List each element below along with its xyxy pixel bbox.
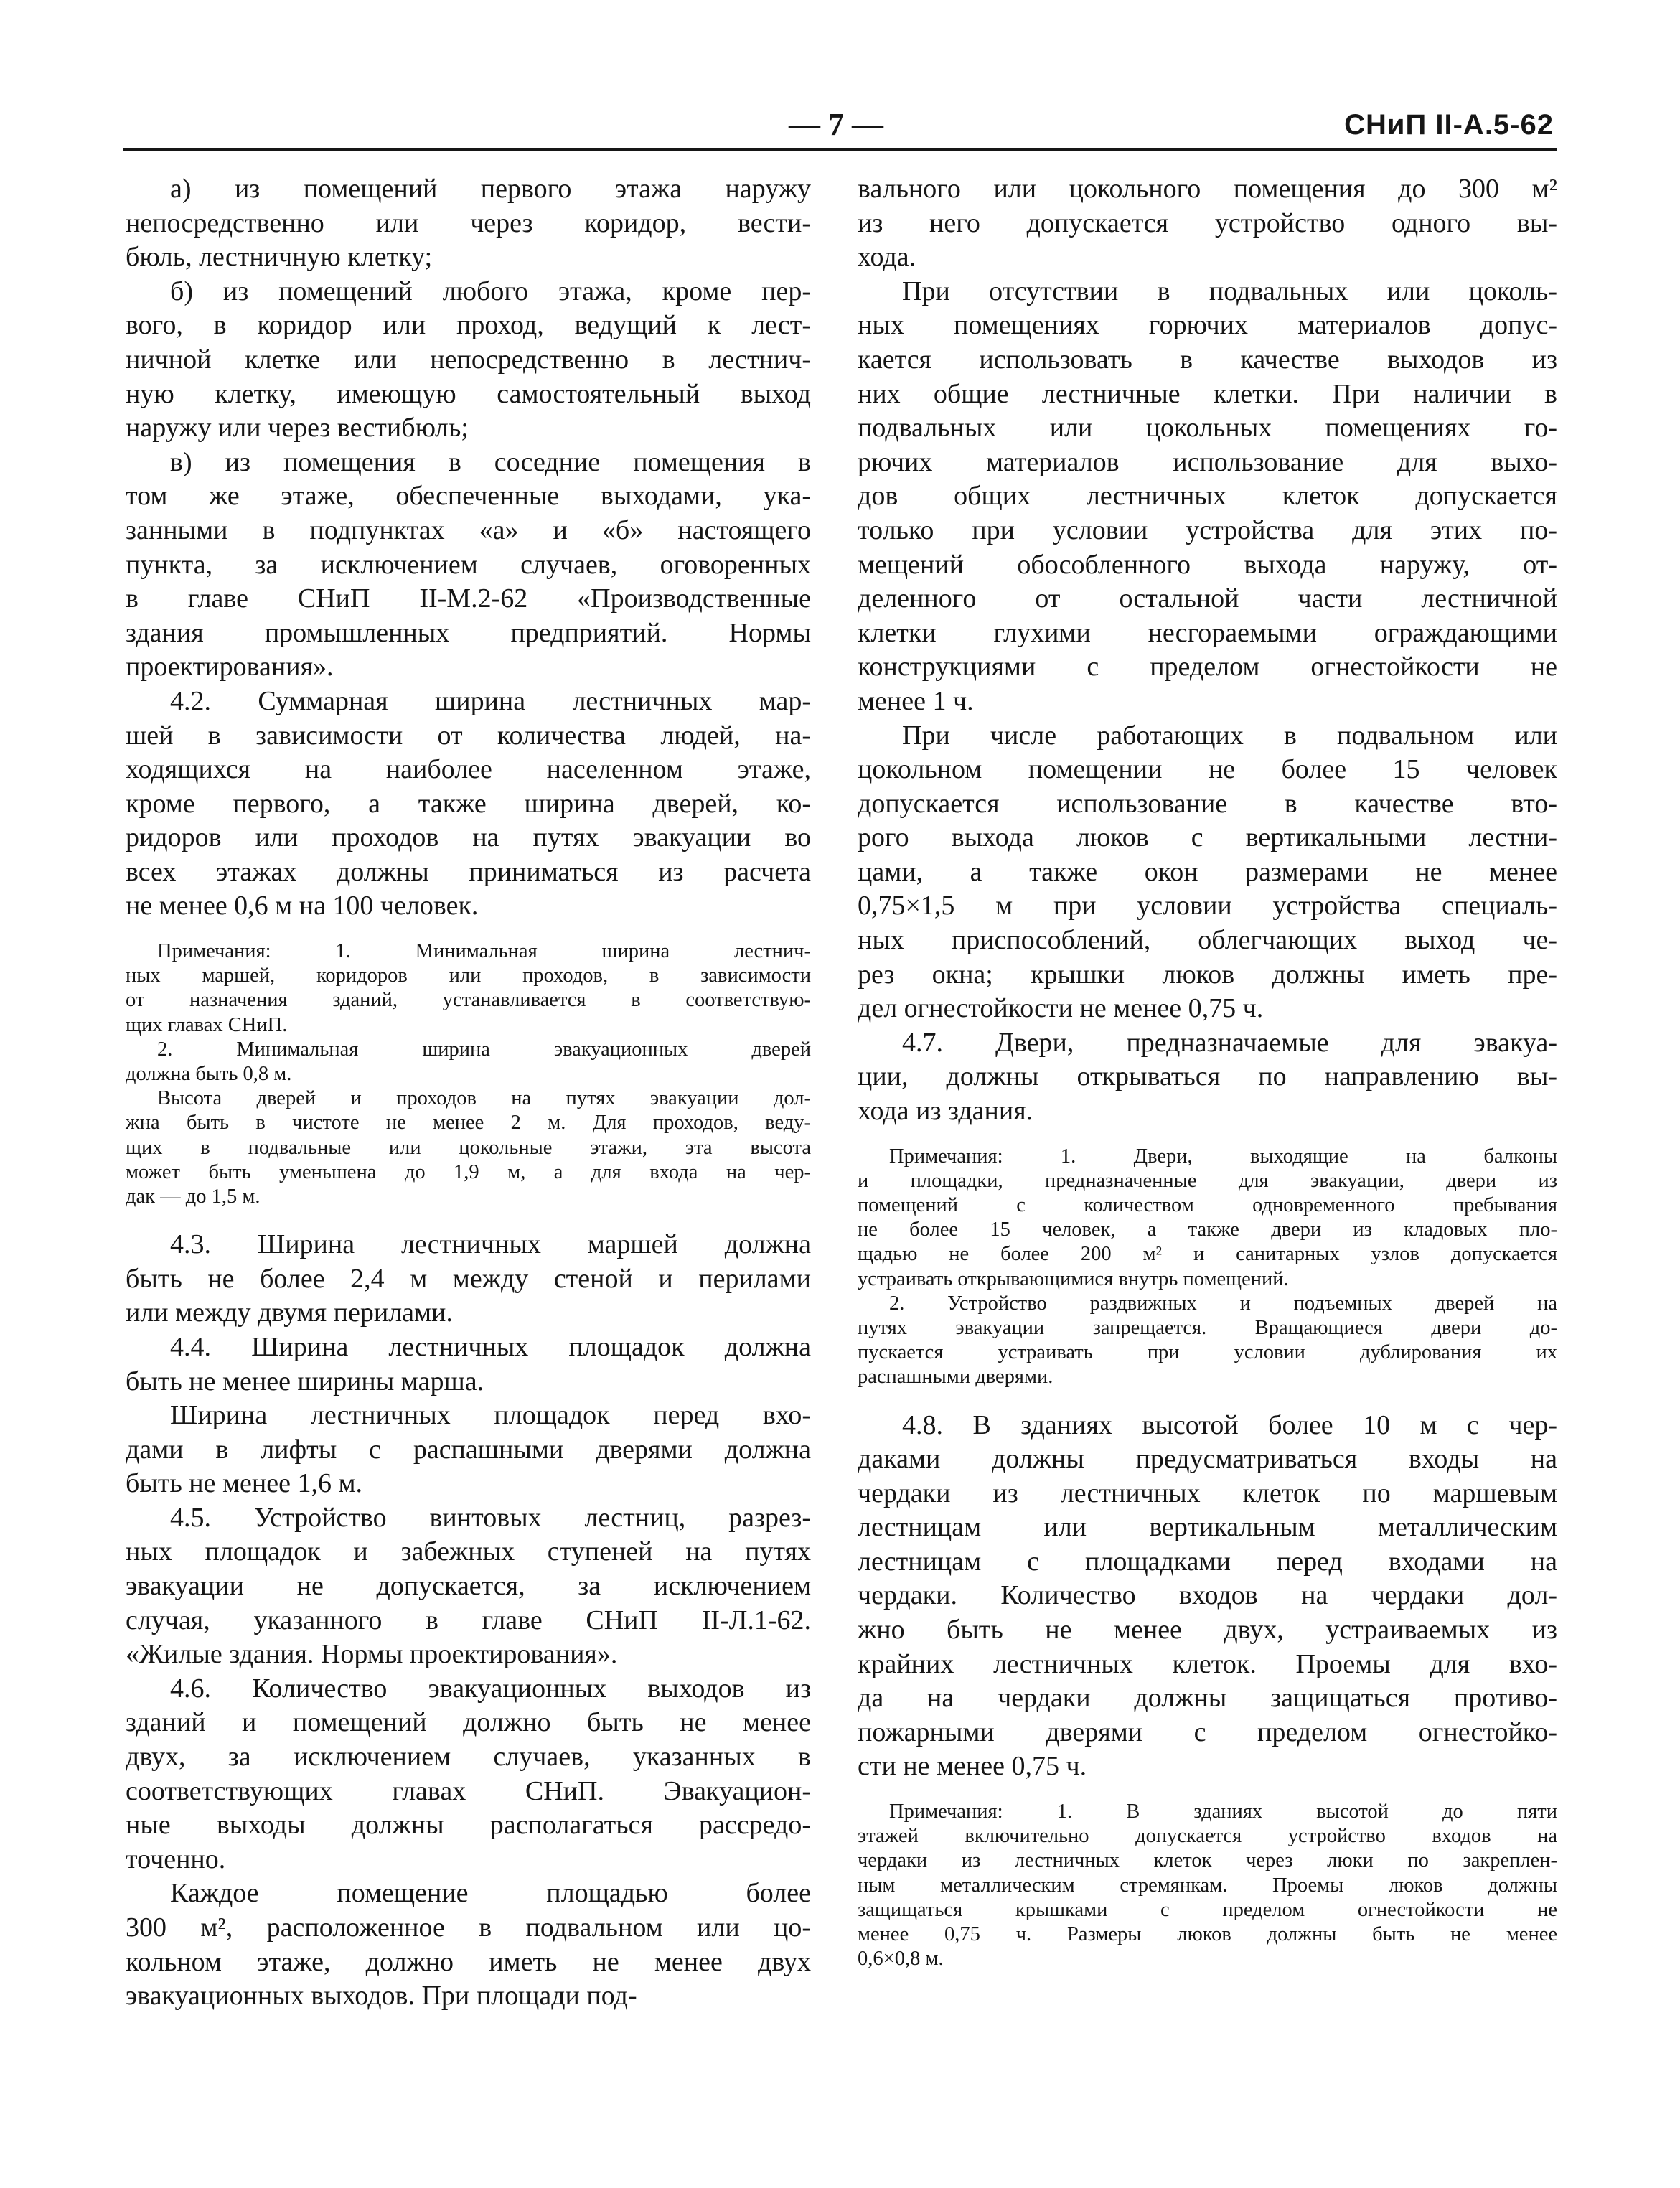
text-line: пускается устраивать при условии дублирования их (858, 1341, 1557, 1364)
text-line: «Жилые здания. Нормы проектирования». (126, 1639, 618, 1670)
note-4-7-2 (858, 1292, 1557, 1390)
text-line: цами, а также окон размерами не менее (858, 856, 1557, 887)
text-line: ничной клетке или непосредственно в лестнич- (126, 344, 811, 375)
text-line: 4.4. Ширина лестничных площадок должна (170, 1331, 811, 1362)
text-line: 4.6. Количество эвакуационных выходов из (170, 1673, 811, 1704)
text-line: путях эвакуации запрещается. Вращающиеся двери до- (858, 1316, 1557, 1339)
text-line: дел огнестойкости не менее 0,75 ч. (858, 993, 1264, 1024)
text-line: ных помещениях горючих материалов допус- (858, 310, 1557, 341)
text-line: защищаться крышками с пределом огнестойкости не (858, 1898, 1557, 1921)
text-line: Ширина лестничных площадок перед вхо- (170, 1400, 811, 1431)
section-4-4-b (126, 1399, 811, 1501)
text-line: жно быть не менее двух, устраиваемых из (858, 1615, 1557, 1645)
text-line: из него допускается устройство одного вы- (858, 207, 1557, 238)
text-line: должна быть 0,8 м. (126, 1063, 292, 1085)
text-line: кольном этаже, должно иметь не менее двух (126, 1946, 811, 1977)
text-line: всех этажах должны приниматься из расчета (126, 856, 811, 887)
text-line: менее 1 ч. (858, 685, 974, 716)
text-line: том же этаже, обеспеченные выходами, ука- (126, 481, 811, 512)
text-line: ридоров или проходов на путях эвакуации во (126, 822, 811, 853)
text-line: бюль, лестничную клетку; (126, 242, 433, 273)
text-line: подвальных или цокольных помещениях го- (858, 413, 1557, 443)
text-line: 0,75×1,5 м при условии устройства специаль- (858, 891, 1557, 921)
text-line: 2. Устройство раздвижных и подъемных дверей на (889, 1292, 1557, 1315)
text-line: цокольном помещении не более 15 человек (858, 754, 1557, 785)
text-line: вого, в коридор или проход, ведущий к лест- (126, 310, 811, 341)
note-4-8 (858, 1800, 1557, 1971)
text-line: может быть уменьшена до 1,9 м, а для входа на чер- (126, 1160, 811, 1183)
header-rule (123, 148, 1557, 151)
paragraph-workers (858, 719, 1557, 1026)
text-line: щих в подвальные или цокольные этажи, эта высота (126, 1136, 811, 1159)
text-line: хода из здания. (858, 1096, 1033, 1127)
text-line: сти не менее 0,75 ч. (858, 1751, 1087, 1782)
section-4-6-b (126, 1877, 811, 2013)
note-4-7-1 (858, 1145, 1557, 1292)
text-line: допускается использование в качестве вто- (858, 788, 1557, 819)
section-4-7 (858, 1026, 1557, 1129)
text-line: рючих материалов использование для выхо- (858, 446, 1557, 477)
text-line: Каждое помещение площадью более (170, 1878, 811, 1909)
paragraph-b (126, 275, 811, 446)
text-line: устраивать открывающимися внутрь помещений. (858, 1267, 1289, 1290)
text-line: 4.7. Двери, предназначаемые для эвакуа- (902, 1027, 1557, 1058)
text-line: не менее 0,6 м на 100 человек. (126, 891, 479, 921)
paragraph-absence-combustibles (858, 275, 1557, 719)
text-line: быть не менее ширины марша. (126, 1366, 484, 1396)
text-line: деленного от остальной части лестничной (858, 583, 1557, 614)
note-4-2-3 (126, 1086, 811, 1209)
text-line: пункта, за исключением случаев, оговоренных (126, 549, 811, 580)
text-line: 2. Минимальная ширина эвакуационных дверей (157, 1038, 811, 1061)
text-line: ную клетку, имеющую самостоятельный выход (126, 378, 811, 409)
text-line: быть не менее 1,6 м. (126, 1468, 363, 1499)
page-header (0, 0, 1680, 165)
text-line: ные выходы должны располагаться рассредо- (126, 1810, 811, 1841)
text-line: При отсутствии в подвальных или цоколь- (902, 276, 1557, 306)
text-line: хода. (858, 242, 916, 273)
text-line: 4.5. Устройство винтовых лестниц, разрез- (170, 1502, 811, 1533)
text-line: 4.8. В зданиях высотой более 10 м с чер- (902, 1409, 1557, 1440)
text-line: ных приспособлений, облегчающих выход че- (858, 925, 1557, 956)
text-line: точенно. (126, 1844, 226, 1874)
text-line: ных площадок и забежных ступеней на путях (126, 1536, 811, 1567)
text-line: 4.3. Ширина лестничных маршей должна (170, 1229, 811, 1260)
text-line: ходящихся на наиболее населенном этаже, (126, 754, 811, 785)
text-line: в) из помещения в соседние помещения в (170, 446, 811, 477)
section-4-8 (858, 1409, 1557, 1785)
text-line: наружу или через вестибюль; (126, 413, 469, 443)
text-line: Примечания: 1. В зданиях высотой до пяти (889, 1800, 1557, 1823)
page-number: — 7 — (789, 107, 883, 142)
text-line: кается использовать в качестве выходов из (858, 344, 1557, 375)
text-line: занными в подпунктах «а» и «б» настоящего (126, 515, 811, 545)
section-4-5 (126, 1501, 811, 1672)
text-line: двух, за исключением случаев, указанных в (126, 1742, 811, 1773)
text-line: зданий и помещений должно быть не менее (126, 1707, 811, 1738)
text-line: ным металлическим стремянкам. Проемы люков должны (858, 1874, 1557, 1897)
text-line: вального или цокольного помещения до 300 м² (858, 174, 1557, 204)
text-line: жна быть в чистоте не менее 2 м. Для проходов, веду- (126, 1112, 811, 1135)
text-line: 0,6×0,8 м. (858, 1948, 944, 1971)
text-line: чердаки из лестничных клеток по маршевым (858, 1478, 1557, 1508)
text-line: ции, должны открываться по направлению вы- (858, 1061, 1557, 1092)
text-line: распашными дверями. (858, 1366, 1053, 1389)
text-line: только при условии устройства для этих по- (858, 515, 1557, 545)
section-4-3 (126, 1228, 811, 1330)
text-line: проектирования». (126, 652, 334, 682)
paragraph-continuation (858, 172, 1557, 275)
text-line: рого выхода люков с вертикальными лестни- (858, 822, 1557, 853)
text-line: дак — до 1,5 м. (126, 1185, 261, 1208)
section-4-6 (126, 1672, 811, 1877)
text-line: щадью не более 200 м² и санитарных узлов допускается (858, 1243, 1557, 1266)
text-line: клетки глухими несгораемыми ограждающими (858, 617, 1557, 648)
text-line: кроме первого, а также ширина дверей, ко- (126, 788, 811, 819)
text-line: не более 15 человек, а также двери из кладовых пло- (858, 1219, 1557, 1241)
text-line: а) из помещений первого этажа наружу (170, 174, 811, 204)
text-line: Примечания: 1. Двери, выходящие на балконы (889, 1145, 1557, 1168)
text-line: эвакуации не допускается, за исключением (126, 1571, 811, 1602)
text-line: конструкциями с пределом огнестойкости не (858, 652, 1557, 682)
text-line: и площадки, предназначенные для эвакуации, двери из (858, 1169, 1557, 1192)
paragraph-v (126, 446, 811, 685)
text-line: б) из помещений любого этажа, кроме пер- (170, 276, 811, 306)
paragraph-a (126, 172, 811, 275)
note-4-2-1 (126, 939, 811, 1038)
text-line: да на чердаки должны защищаться противо- (858, 1683, 1557, 1714)
text-line: Примечания: 1. Минимальная ширина лестнич- (157, 940, 811, 963)
text-line: чердаки из лестничных клеток через люки по закреплен- (858, 1849, 1557, 1872)
text-line: быть не более 2,4 м между стеной и перилами (126, 1263, 811, 1294)
text-line: чердаки. Количество входов на чердаки дол- (858, 1580, 1557, 1611)
text-line: лестницам или вертикальным металлическим (858, 1512, 1557, 1543)
text-line: них общие лестничные клетки. При наличии в (858, 378, 1557, 409)
section-4-2 (126, 685, 811, 924)
text-line: рез окна; крышки люков должны иметь пре- (858, 959, 1557, 990)
text-line: эвакуационных выходов. При площади под- (126, 1981, 637, 2011)
text-line: в главе СНиП II-М.2-62 «Производственные (126, 583, 811, 614)
text-line: случая, указанного в главе СНиП II-Л.1-62. (126, 1605, 811, 1635)
text-line: даками должны предусматриваться входы на (858, 1444, 1557, 1475)
document-code: СНиП II-А.5-62 (1344, 109, 1554, 141)
text-line: соответствующих главах СНиП. Эвакуацион- (126, 1775, 811, 1806)
text-line: 4.2. Суммарная ширина лестничных мар- (170, 685, 811, 716)
text-line: крайних лестничных клеток. Проемы для вхо- (858, 1648, 1557, 1679)
text-line: щих главах СНиП. (126, 1013, 288, 1036)
text-line: от назначения зданий, устанавливается в соответствую- (126, 989, 811, 1012)
text-line: 300 м², расположенное в подвальном или цо- (126, 1912, 811, 1943)
text-line: пожарными дверями с пределом огнестойко- (858, 1717, 1557, 1747)
text-line: дов общих лестничных клеток допускается (858, 481, 1557, 512)
text-line: При числе работающих в подвальном или (902, 720, 1557, 751)
left-column (126, 172, 811, 2014)
text-line: здания промышленных предприятий. Нормы (126, 617, 811, 648)
section-4-4 (126, 1330, 811, 1399)
text-line: или между двумя перилами. (126, 1297, 453, 1328)
text-line: дами в лифты с распашными дверями должна (126, 1434, 811, 1465)
right-column (858, 172, 1557, 1971)
text-line: этажей включительно допускается устройство входов на (858, 1825, 1557, 1848)
text-line: лестницам с площадками перед входами на (858, 1546, 1557, 1577)
text-line: шей в зависимости от количества людей, на- (126, 720, 811, 751)
text-line: менее 0,75 ч. Размеры люков должны быть не менее (858, 1922, 1557, 1945)
text-line: мещений обособленного выхода наружу, от- (858, 549, 1557, 580)
text-line: помещений с количеством одновременного пребывания (858, 1194, 1557, 1216)
text-line: ных маршей, коридоров или проходов, в зависимости (126, 964, 811, 987)
note-4-2-2 (126, 1038, 811, 1086)
text-line: Высота дверей и проходов на путях эвакуации дол- (157, 1087, 811, 1110)
text-line: непосредственно или через коридор, вести- (126, 207, 811, 238)
